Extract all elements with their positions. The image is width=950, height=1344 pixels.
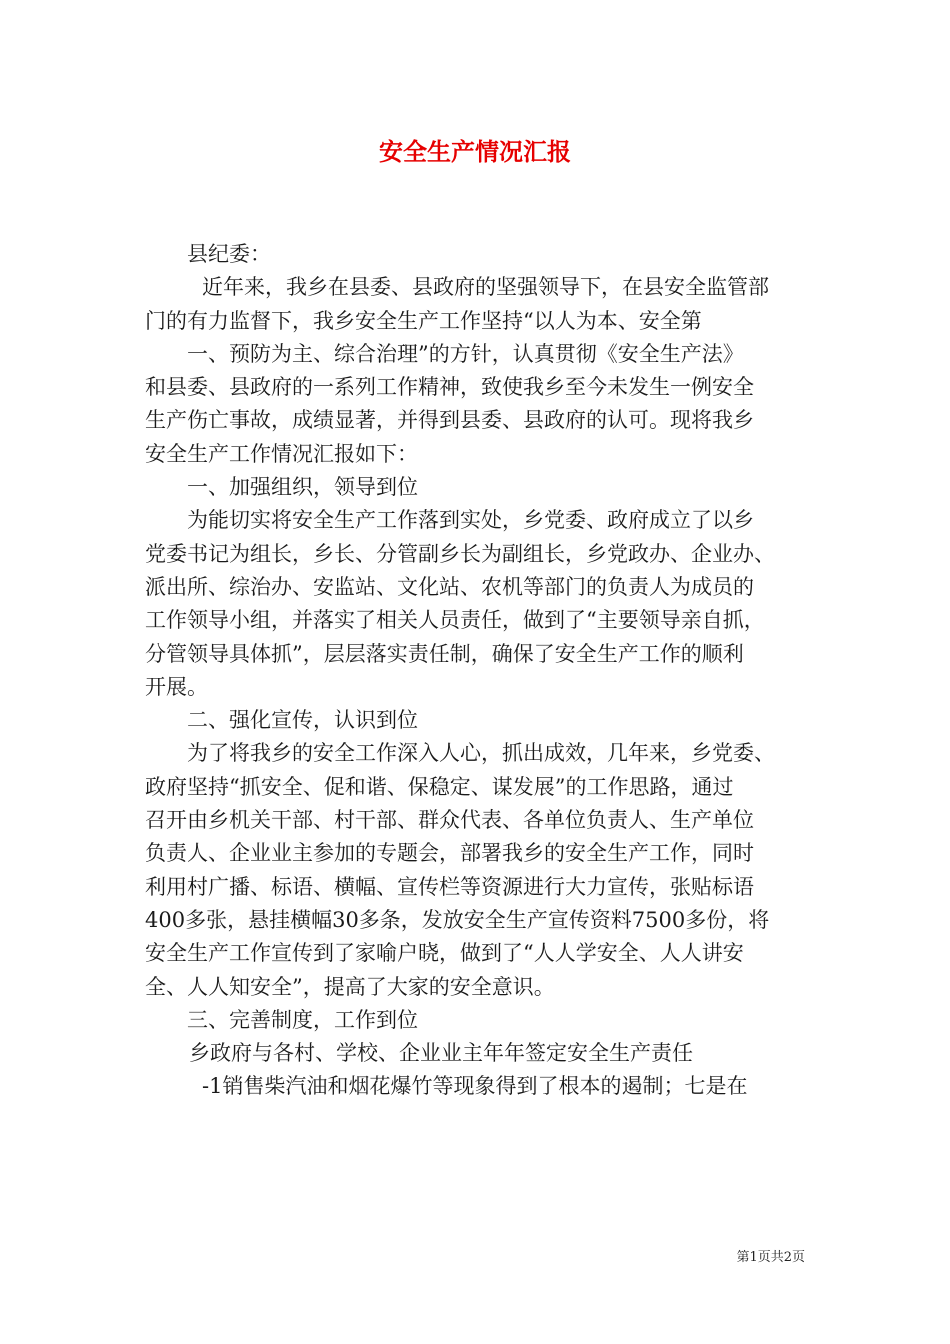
paragraph-line: 生产伤亡事故，成绩显著，并得到县委、县政府的认可。现将我乡 [145,408,754,433]
section-heading: 三、完善制度，工作到位 [187,1007,418,1032]
paragraph-line: 为能切实将安全生产工作落到实处，乡党委、政府成立了以乡 [187,508,754,533]
paragraph-line: 全、人人知安全”，提高了大家的安全意识。 [145,974,555,999]
paragraph-line: 为了将我乡的安全工作深入人心，抓出成效，几年来，乡党委、 [187,741,775,766]
paragraph-line: 开展。 [145,674,208,699]
paragraph-line: -1销售柴汽油和烟花爆竹等现象得到了根本的遏制；七是在 [202,1074,748,1099]
paragraph-line: 和县委、县政府的一系列工作精神，致使我乡至今未发生一例安全 [145,375,754,400]
paragraph-line: 安全生产工作情况汇报如下： [145,441,418,466]
paragraph-line: 派出所、综治办、安监站、文化站、农机等部门的负责人为成员的 [145,574,754,599]
paragraph-line: 召开由乡机关干部、村干部、群众代表、各单位负责人、生产单位 [145,808,754,833]
paragraph-line: 政府坚持“抓安全、促和谐、保稳定、谋发展”的工作思路，通过 [145,774,734,799]
paragraph-line: 一、预防为主、综合治理”的方针，认真贯彻《安全生产法》 [187,341,744,366]
section-heading: 一、加强组织，领导到位 [187,475,418,500]
document-body [145,238,810,1104]
page-number: 第1页共2页 [736,1250,805,1265]
paragraph-line: 分管领导具体抓”，层层落实责任制，确保了安全生产工作的顺利 [145,641,744,666]
paragraph-line: 近年来，我乡在县委、县政府的坚强领导下，在县安全监管部 [202,275,769,300]
document-title: 安全生产情况汇报 [379,138,571,166]
paragraph-line: 门的有力监督下，我乡安全生产工作坚持“以人为本、安全第 [145,308,702,333]
salutation-line: 县纪委： [187,242,271,266]
paragraph-line: 安全生产工作宣传到了家喻户晓，做到了“人人学安全、人人讲安 [145,941,744,966]
section-heading: 二、强化宣传，认识到位 [187,708,418,733]
paragraph-line: 党委书记为组长，乡长、分管副乡长为副组长，乡党政办、企业办、 [145,541,775,566]
paragraph-line: 利用村广播、标语、横幅、宣传栏等资源进行大力宣传，张贴标语 [145,874,754,899]
paragraph-line: 乡政府与各村、学校、企业业主年年签定安全生产责任 [189,1041,693,1066]
paragraph-line: 负责人、企业业主参加的专题会，部署我乡的安全生产工作，同时 [145,841,754,866]
paragraph-line: 400多张，悬挂横幅30多条，发放安全生产宣传资料7500多份，将 [145,907,770,932]
paragraph-line: 工作领导小组，并落实了相关人员责任，做到了“主要领导亲自抓， [145,608,765,633]
